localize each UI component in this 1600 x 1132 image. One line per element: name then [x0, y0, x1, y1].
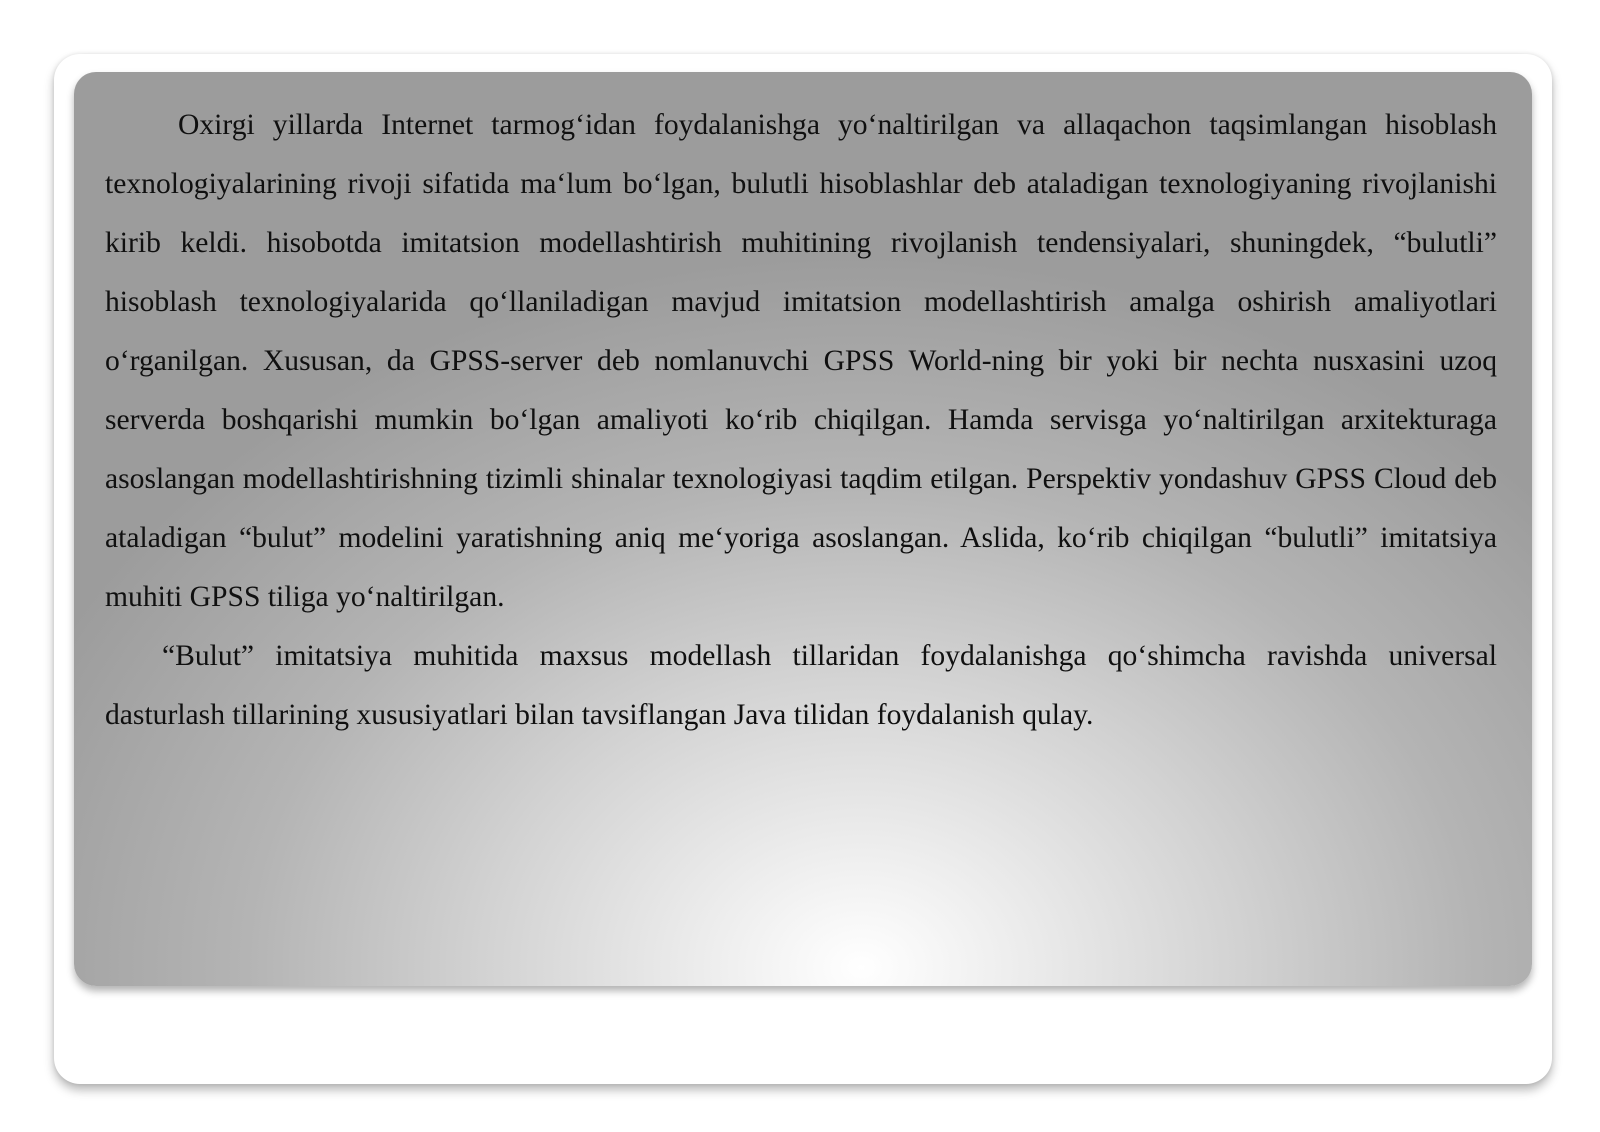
- paragraph-1: Oxirgi yillarda Internet tarmog‘idan foydalanishga yo‘naltirilgan va allaqachon taqsimlangan hisoblash texnologiyalarining rivoji sifatida ma‘lum bo‘lgan, bulutli hisoblashlar deb ataladigan texnologiyaning rivojlanishi kirib keldi. hisobotda imitatsion modellashtirish muhitining rivojlanish tendensiyalari, shuningdek, “bulutli” hisoblash texnologiyalarida qo‘llaniladigan mavjud imitatsion modellashtirish amalga oshirish amaliyotlari o‘rganilgan. Xususan, da GPSS-server deb nomlanuvchi GPSS World-ning bir yoki bir nechta nusxasini uzoq serverda boshqarishi mumkin bo‘lgan amaliyoti ko‘rib chiqilgan. Hamda servisga yo‘naltirilgan arxitekturaga asoslangan modellashtirishning tizimli shinalar texnologiyasi taqdim etilgan. Perspektiv yondashuv GPSS Cloud deb ataladigan “bulut” modelini yaratishning aniq me‘yoriga asoslangan. Aslida, ko‘rib chiqilgan “bulutli” imitatsiya muhiti GPSS tiliga yo‘naltirilgan.: [105, 109, 1497, 613]
- slide-text-body: [105, 96, 1497, 745]
- content-panel: [74, 72, 1532, 986]
- paragraph-2: “Bulut” imitatsiya muhitida maxsus modellash tillaridan foydalanishga qo‘shimcha ravishda universal dasturlash tillarining xususiyatlari bilan tavsiflangan Java tilidan foydalanish qulay.: [105, 640, 1497, 731]
